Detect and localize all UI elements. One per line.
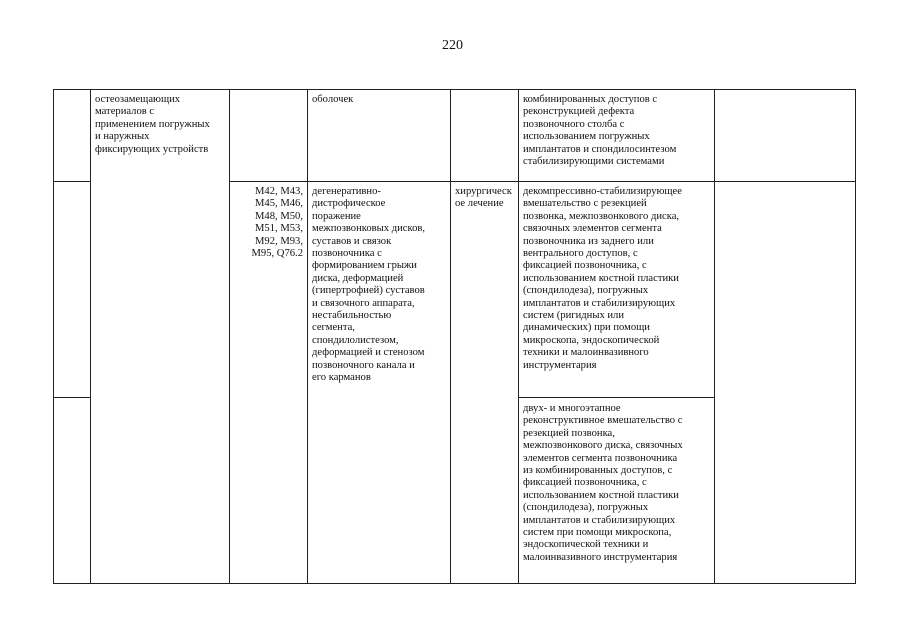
icd-codes-cell: M42, M43, M45, M46, M48, M50, M51, M53, M92, M93, M95, Q76.2 xyxy=(251,186,303,260)
col-border-6 xyxy=(714,89,715,584)
col-border-1 xyxy=(90,89,91,584)
treatment-method-cell: комбинированных доступов с реконструкцией дефекта позвоночного столба с использованием погружных имплантатов и спондилосинтезом стабилизирующими системами xyxy=(523,94,677,168)
treatment-type-cell: хирургическ ое лечение xyxy=(455,186,512,210)
col-border-0 xyxy=(53,89,54,584)
procedure-name-cell: остеозамещающих материалов с применением погружных и наружных фиксирующих устройств xyxy=(95,94,210,155)
col-border-3 xyxy=(307,89,308,584)
table-top-border xyxy=(53,89,855,90)
col-border-2 xyxy=(229,89,230,584)
row-divider-sub-left xyxy=(53,397,90,398)
col-border-4 xyxy=(450,89,451,584)
table-bottom-border xyxy=(53,583,855,584)
treatment-method-cell: двух- и многоэтапное реконструктивное вмешательство с резекцией позвонка, межпозвонкового диска, связочных элементов сегмента позвоночника из комбинированных доступов, с фиксацией позвоночника, с использованием костной пластики (спондилодеза), погружных имплантатов и стабилизирующих систем при помощи микроскопа, эндоскопической техники и малоинвазивного инструментария xyxy=(523,403,683,563)
row-divider-main xyxy=(229,181,855,182)
patient-model-cell: дегенеративно- дистрофическое поражение межпозвонковых дисков, суставов и связок позвоночника с формированием грыжи диска, деформацией (гипертрофией) суставов и связочного аппарата, нестабильностью сегмента, спондилолистезом, деформацией и стенозом позвоночного канала и его карманов xyxy=(312,186,426,384)
col-border-7 xyxy=(855,89,856,584)
col-border-5 xyxy=(518,89,519,584)
patient-model-cell: оболочек xyxy=(312,94,354,105)
row-divider-left xyxy=(53,181,90,182)
treatment-method-cell: декомпрессивно-стабилизирующее вмешательство с резекцией позвонка, межпозвонкового диска, связочных элементов сегмента позвоночника из заднего или вентрального доступов, с фиксацией позвоночника, с использованием костной пластики (спондилодеза), погружных имплантатов и стабилизирующих систем (ригидных или динамических) при помощи микроскопа, эндоскопической техники и малоинвазивного инструментария xyxy=(523,186,682,371)
row-divider-sub-right xyxy=(518,397,714,398)
page-number: 220 xyxy=(442,38,463,53)
